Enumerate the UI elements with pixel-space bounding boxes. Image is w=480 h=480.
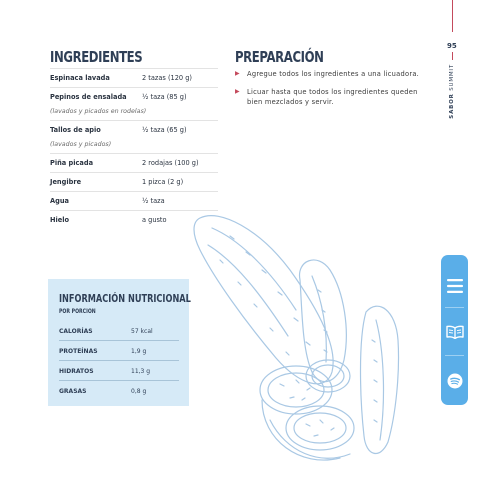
book-button[interactable] bbox=[441, 317, 468, 347]
nutrient-value: 11,3 g bbox=[131, 367, 151, 375]
ingredient-qty: 1 pizca (2 g) bbox=[142, 178, 184, 186]
ingredient-row bbox=[50, 211, 218, 229]
preparation-step-text: Agregue todos los ingredientes a una licuadora. bbox=[247, 70, 420, 78]
section-label bbox=[449, 64, 455, 119]
ingredient-row bbox=[50, 173, 218, 192]
ingredients-heading: INGREDIENTES bbox=[50, 48, 143, 66]
nutrient-name: PROTEÍNAS bbox=[59, 347, 98, 355]
nav-divider bbox=[445, 355, 464, 356]
ingredient-name: Hielo bbox=[50, 216, 70, 224]
nutrition-row bbox=[59, 362, 179, 381]
menu-button[interactable] bbox=[441, 271, 468, 301]
ingredient-qty: 2 tazas (120 g) bbox=[142, 74, 192, 82]
preparation-step-text: Licuar hasta que todos los ingredientes queden bien mezclados y servir. bbox=[247, 88, 418, 106]
ingredients-table bbox=[50, 68, 218, 229]
spotify-button[interactable] bbox=[441, 366, 468, 396]
nutrition-panel bbox=[48, 279, 189, 406]
side-nav bbox=[441, 255, 468, 405]
ingredient-name: Jengibre bbox=[50, 178, 82, 186]
nav-divider bbox=[445, 307, 464, 308]
ingredient-row bbox=[50, 68, 218, 88]
ingredient-row bbox=[50, 88, 218, 106]
ingredient-name: Pepinos de ensalada bbox=[50, 93, 127, 101]
preparation-step bbox=[235, 87, 435, 107]
nutrient-value: 0,8 g bbox=[131, 387, 147, 395]
ingredient-qty: 2 rodajas (100 g) bbox=[142, 159, 199, 167]
triangle-bullet-icon: ▶ bbox=[235, 70, 240, 77]
ingredient-row bbox=[50, 192, 218, 211]
nutrition-row bbox=[59, 322, 179, 341]
top-accent-rule bbox=[452, 0, 453, 32]
preparation-steps bbox=[235, 69, 435, 115]
ingredient-qty: a gusto bbox=[142, 216, 167, 224]
menu-icon bbox=[447, 279, 463, 293]
spotify-icon bbox=[447, 373, 463, 389]
nutrient-value: 1,9 g bbox=[131, 347, 147, 355]
nutrient-value: 57 kcal bbox=[131, 327, 153, 335]
preparation-heading: PREPARACIÓN bbox=[235, 48, 324, 66]
ingredient-qty: ½ taza (85 g) bbox=[142, 93, 187, 101]
ingredient-row bbox=[50, 154, 218, 173]
page-number: 95 bbox=[447, 42, 457, 50]
ingredient-qty: ½ taza (65 g) bbox=[142, 126, 187, 134]
section-label-primary: SABOR bbox=[449, 93, 455, 119]
nutrient-name: CALORÍAS bbox=[59, 327, 93, 335]
nutrient-name: GRASAS bbox=[59, 387, 87, 395]
ingredient-name: Piña picada bbox=[50, 159, 94, 167]
preparation-step bbox=[235, 69, 435, 79]
ingredient-qty: ½ taza bbox=[142, 197, 165, 205]
nutrition-subtitle: POR PORCIÓN bbox=[59, 308, 96, 315]
ingredient-row bbox=[50, 121, 218, 139]
section-label-secondary: SUMMIT bbox=[449, 64, 455, 91]
ingredient-name: Agua bbox=[50, 197, 69, 205]
ingredient-note: (lavados y picados en rodelas) bbox=[50, 106, 218, 121]
nutrition-row bbox=[59, 342, 179, 361]
nutrition-title: INFORMACIÓN NUTRICIONAL bbox=[59, 293, 191, 305]
book-icon bbox=[446, 325, 464, 339]
ingredient-name: Espinaca lavada bbox=[50, 74, 110, 82]
triangle-bullet-icon: ▶ bbox=[235, 88, 240, 95]
nutrition-row bbox=[59, 382, 179, 400]
nutrient-name: HIDRATOS bbox=[59, 367, 94, 375]
page-number-rule bbox=[452, 52, 453, 60]
ingredient-name: Tallos de apio bbox=[50, 126, 101, 134]
ingredient-note: (lavados y picados) bbox=[50, 139, 218, 154]
